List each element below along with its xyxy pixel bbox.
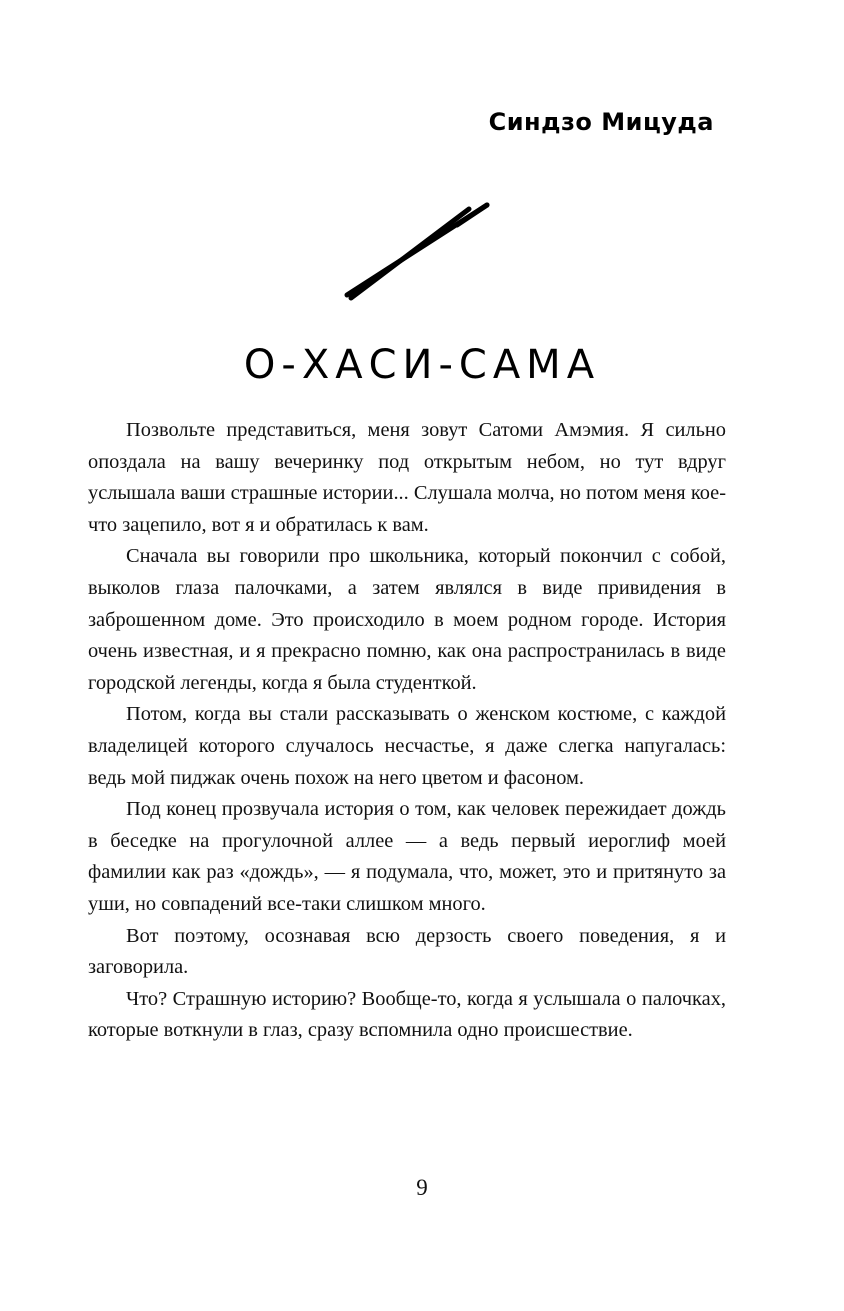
paragraph: Сначала вы говорили про школьника, который покончил с собой, выколов глаза палочками, а затем являлся в виде привидения в заброшенном доме. Это происходило в моем родном городе. История очень известная, и я прекрасно помню, как она распространилась в виде городской легенды, когда я была студенткой. xyxy=(88,545,726,694)
paragraph: Потом, когда вы стали рассказывать о женском костюме, с каждой владелицей которого случалось несчастье, я даже слегка напугалась: ведь мой пиджак очень похож на него цветом и фасоном. xyxy=(88,703,726,789)
paragraph: Вот поэтому, осознавая всю дерзость своего поведения, я и заговорила. xyxy=(88,924,726,979)
paragraph: Что? Страшную историю? Вообще-то, когда я услышала о палочках, которые воткнули в глаз, сразу вспомнила одно происшествие. xyxy=(88,987,726,1042)
paragraph: Позвольте представиться, меня зовут Сатоми Амэмия. Я сильно опоздала на вашу вечеринку под открытым небом, но тут вдруг услышала ваши страшные истории... Слушала молча, но потом меня кое-что зацепило, вот я и обратилась к вам. xyxy=(88,419,726,536)
body-text xyxy=(88,415,726,1047)
chapter-title: О-ХАСИ-САМА xyxy=(243,342,601,388)
chopsticks-ornament xyxy=(0,185,844,315)
page-number: 9 xyxy=(416,1175,428,1200)
author-name: Синдзо Мицуда xyxy=(488,108,714,136)
paragraph: Под конец прозвучала история о том, как человек пережидает дождь в беседке на прогулочной аллее — а ведь первый иероглиф моей фамилии как раз «дождь», — я подумала, что, может, это и притянуто за уши, но совпадений все-таки слишком много. xyxy=(88,798,726,915)
